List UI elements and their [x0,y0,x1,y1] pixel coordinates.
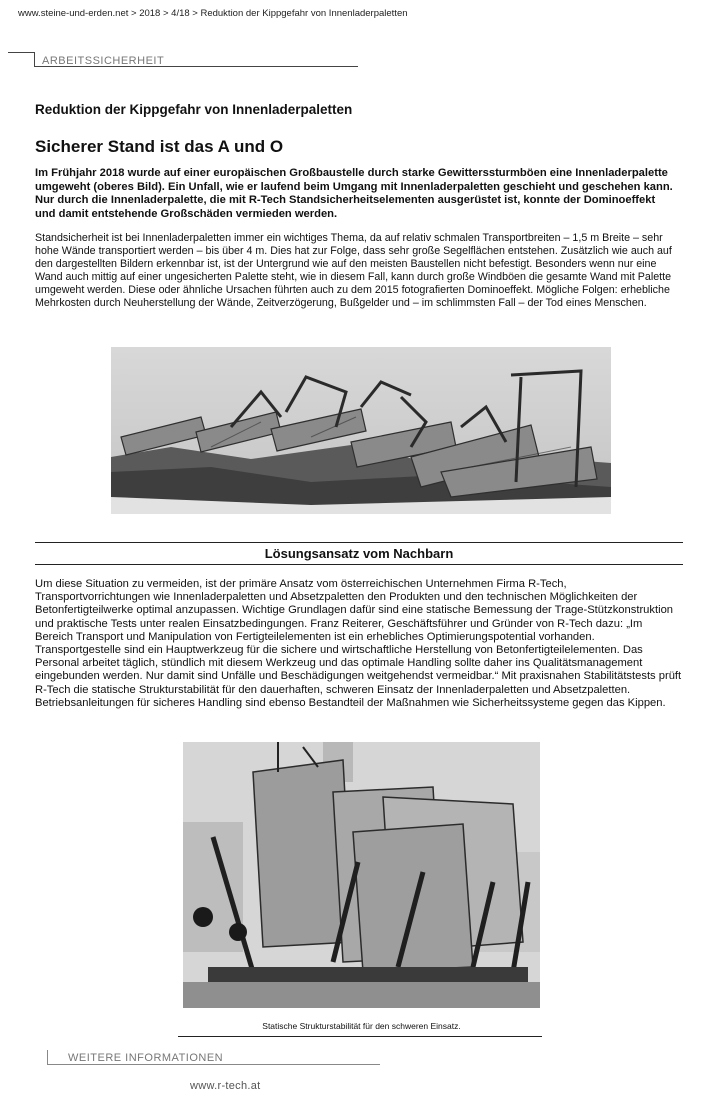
article-title: Sicherer Stand ist das A und O [35,137,284,156]
photo-toppled-pallets [111,347,611,514]
photo-caption: Statische Strukturstabilität für den schweren Einsatz. [262,1021,461,1031]
caption-divider [178,1036,542,1037]
article-kicker: Reduktion der Kippgefahr von Innenladerpaletten [35,102,353,117]
section-label-top: ARBEITSSICHERHEIT [42,55,165,67]
article-lead: Im Frühjahr 2018 wurde auf einer europäischen Großbaustelle durch starke Gewitterssturmböen eine Innenladerpalette umgeweht (oberes Bild). Ein Unfall, wie er laufend beim Umgang mit Innenladerpaletten geschieht und geschehen kann. Nur durch die Innenladerpalette, die mit R-Tech Standsicherheitselementen ausgerüstet ist, konnte der Dominoeffekt und damit entstehende Großschäden vermieden werden. [35,167,673,220]
section-label-bottom: WEITERE INFORMATIONEN [68,1052,224,1064]
article-body-2: Um diese Situation zu vermeiden, ist der primäre Ansatz vom österreichischen Unternehmen Firma R-Tech, Transportvorrichtungen wie Innenladerpaletten und Absetzpaletten den Produkten und den technischen Möglichkeiten der Betonfertigteilwerke optimal anzupassen. Wichtige Grundlagen dafür sind eine statische Bemessung der Trage-Stützkonstruktion und praktische Tests unter realen Einsatzbedingungen. Franz Reiterer, Geschäftsführer und Gründer von R-Tech dazu: „Im Bereich Transport und Manipulation von Fertigteilelementen ist ein erhebliches Optimierungspotential vorhanden. Transportgestelle sind ein Hauptwerkzeug für die sichere und wirtschaftliche Herstellung von Betonfertigteilelementen. Das Personal arbeitet täglich, stündlich mit diesem Werkzeug und das optimale Handling sollte daher ins Qualitätsmanagement eingebunden werden. Nur damit sind Unfälle und Beschädigungen weitgehendst vermeidbar.“ Mit praxisnahen Stabilitätstests prüft R-Tech die statische Strukturstabilität für den dauerhaften, schweren Einsatz der Innenladerpaletten und Absetzpaletten. Betriebsanleitungen für sicheres Handling sind ebenso Bestandteil der Maßnahmen wie Sicherheitssysteme gegen das Kippen. [35,578,682,709]
website-link[interactable]: www.r-tech.at [190,1080,261,1092]
section-divider-top [35,542,683,543]
section-divider-bottom [35,564,683,565]
article-body-1: Standsicherheit ist bei Innenladerpaletten immer ein wichtiges Thema, da auf relativ schmalen Transportbreiten – 1,5 m Breite – sehr hohe Wände transportiert werden – bis über 4 m. Dies hat zur Folge, dass sehr große Segelflächen entstehen. Zusätzlich wie auch auf den dargestellten Bildern erkennbar ist, ist der Untergrund wie auf den meisten Baustellen nicht befestigt. Besonders wenn nur eine Wand auch mittig auf einer ungesicherten Palette steht, wie in diesem Fall, kann durch große Windböen die gesamte Wand mit Palette umgeweht werden. Diese oder ähnliche Ursachen führten auch zu dem 2015 fotografierten Dominoeffekt. Mögliche Folgen: erhebliche Mehrkosten durch Neuherstellung der Wände, Zeitverzögerung, Bußgelder und – im schlimmsten Fall – der Tod eines Menschen. [35,232,672,309]
breadcrumb: www.steine-und-erden.net > 2018 > 4/18 > Reduktion der Kippgefahr von Innenladerpaletten [18,8,408,19]
section-subheading: Lösungsansatz vom Nachbarn [264,546,454,561]
photo-loaded-pallet [183,742,540,1008]
